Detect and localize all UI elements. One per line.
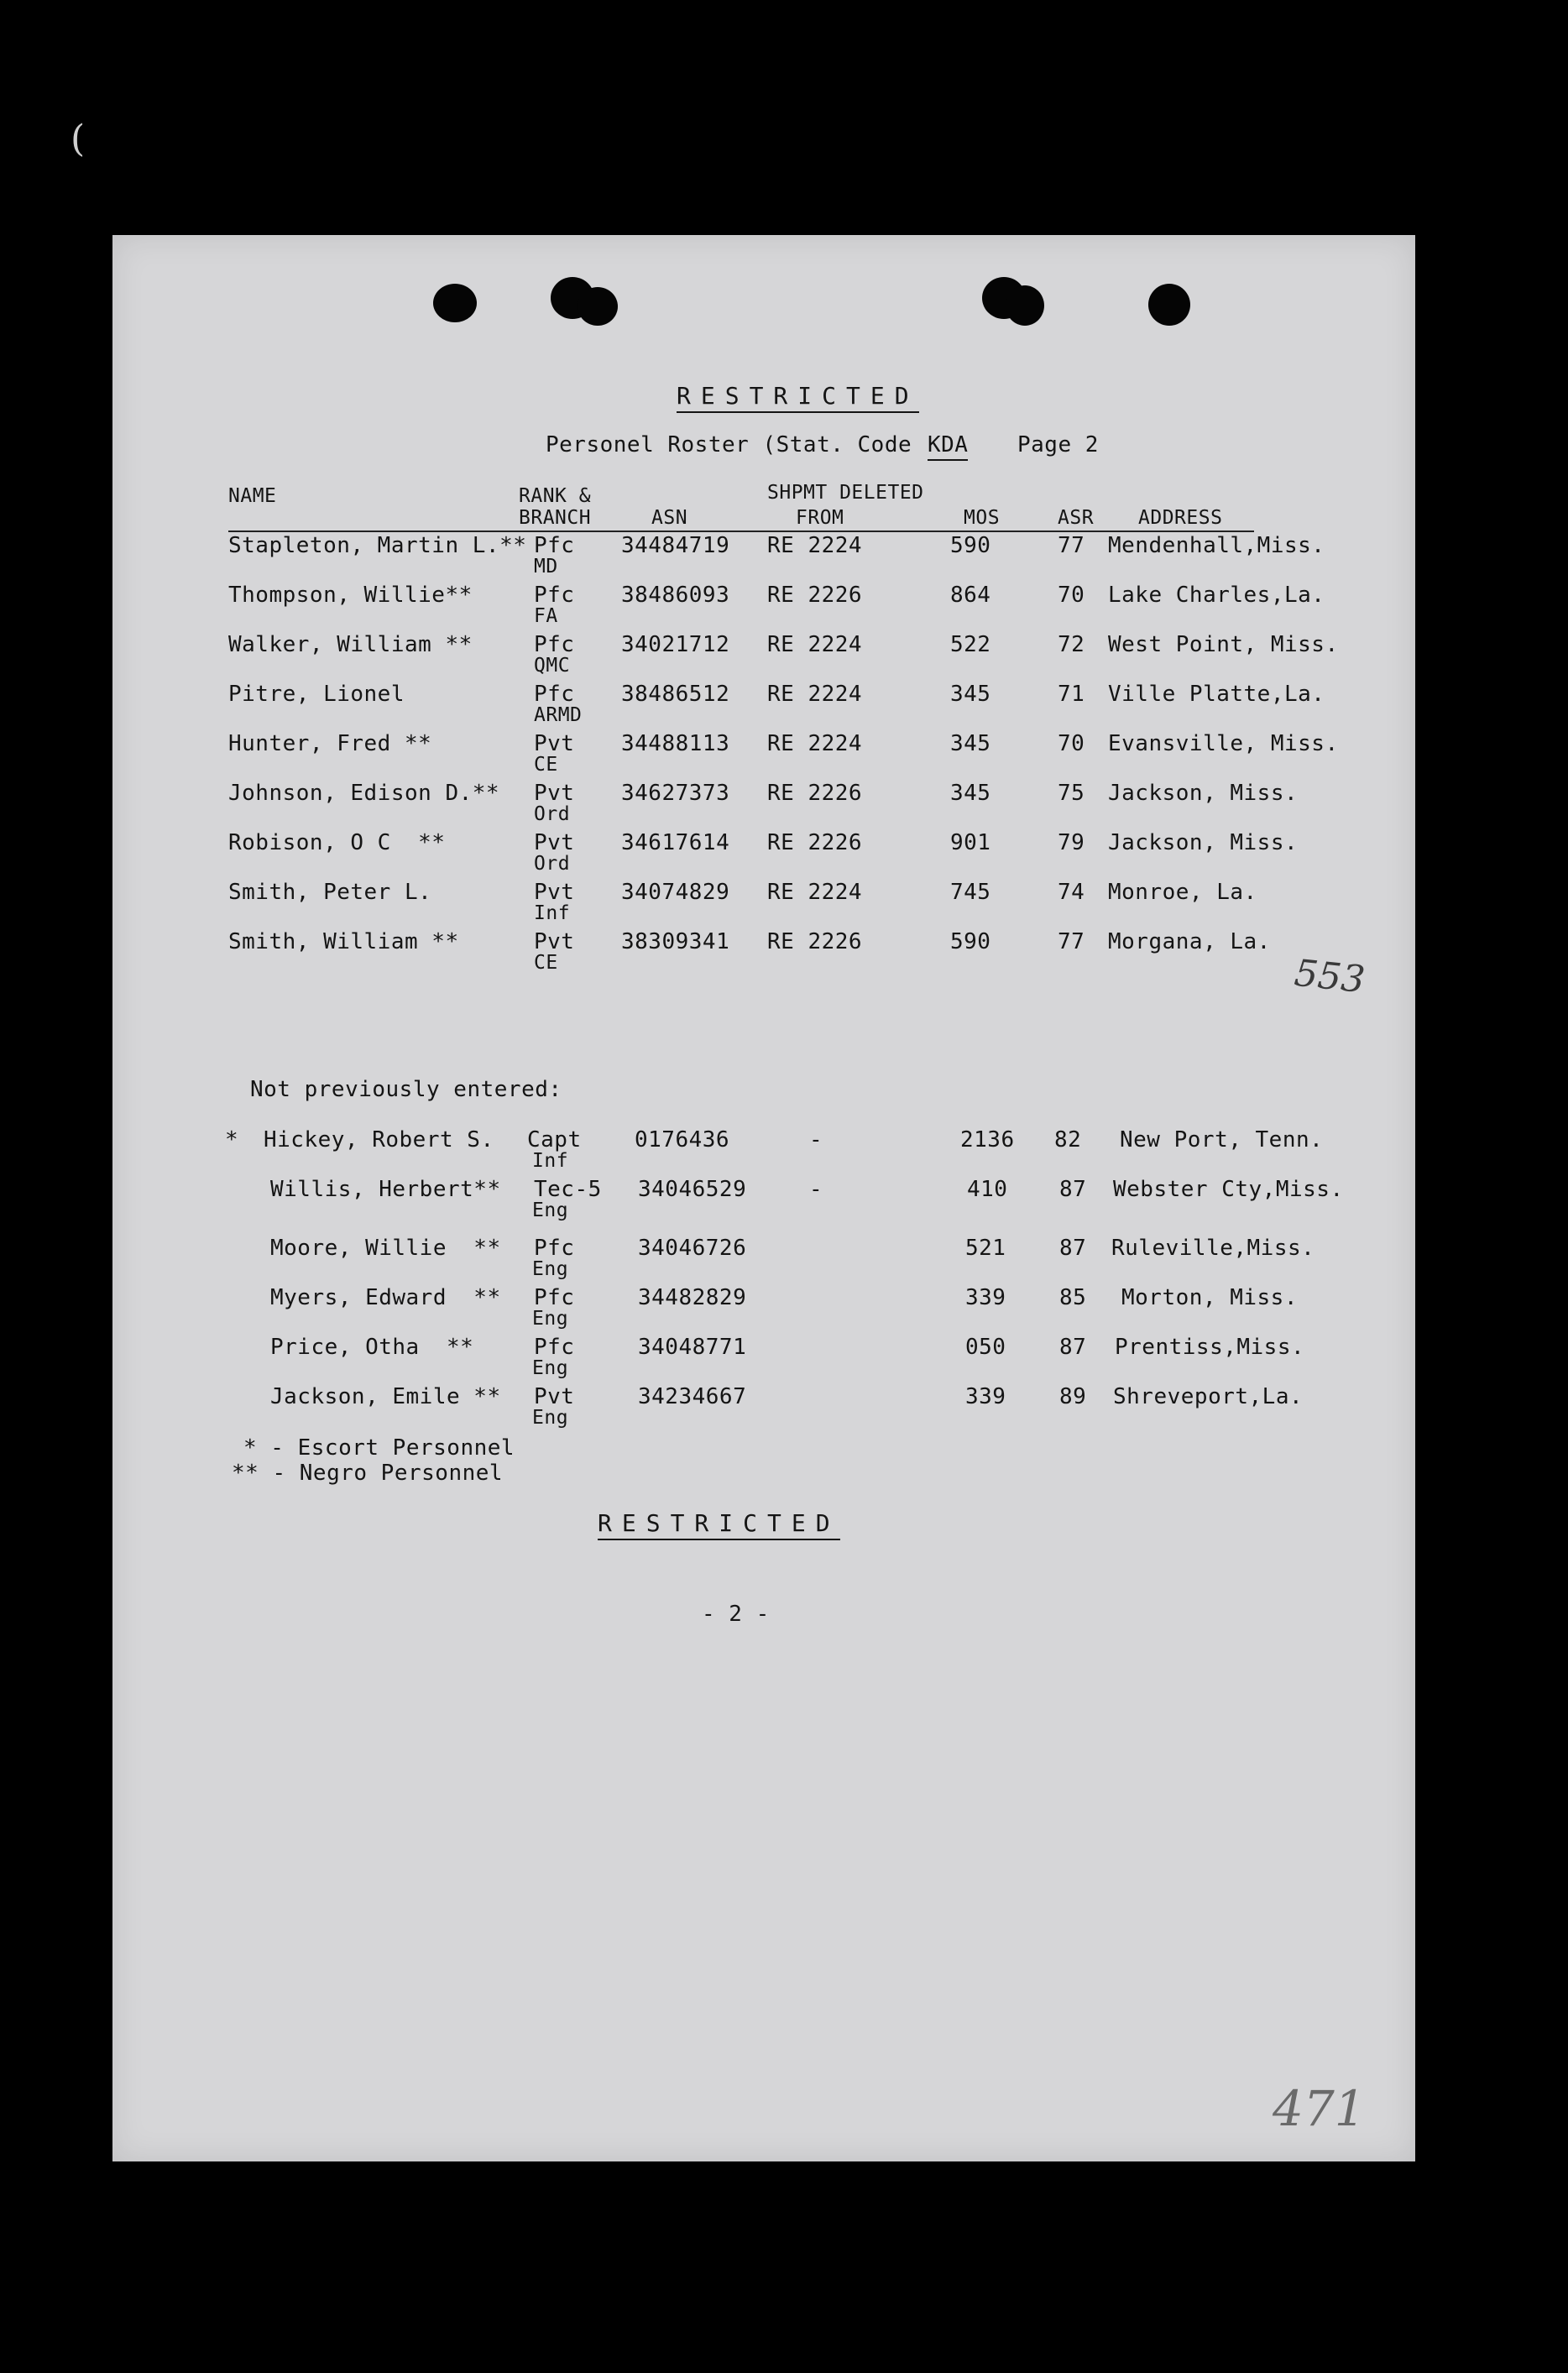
row-from: RE 2226 <box>767 830 863 855</box>
row-name: Willis, Herbert** <box>270 1177 501 1202</box>
row-name: Pitre, Lionel <box>228 682 405 707</box>
row-from: RE 2226 <box>767 781 863 806</box>
row-address: West Point, Miss. <box>1108 632 1339 657</box>
row-asr: 82 <box>1054 1127 1082 1153</box>
row-branch: ARMD <box>534 704 583 726</box>
row-address: Shreveport,La. <box>1113 1384 1304 1409</box>
row-address: Lake Charles,La. <box>1108 583 1325 608</box>
legend-escort: * - Escort Personnel <box>243 1435 515 1461</box>
row-rank: Pvt <box>534 929 575 954</box>
col-shpmt-line2: FROM <box>796 507 844 529</box>
row-branch: Inf <box>534 902 571 924</box>
row-address: Ruleville,Miss. <box>1111 1236 1315 1261</box>
row-branch: Eng <box>532 1200 569 1221</box>
row-rank: Pvt <box>534 1384 575 1409</box>
row-from: RE 2224 <box>767 731 863 756</box>
row-rank: Pfc <box>534 1285 575 1310</box>
row-name: Smith, Peter L. <box>228 880 432 905</box>
col-asr: ASR <box>1058 507 1095 529</box>
row-branch: Eng <box>532 1308 569 1330</box>
punch-hole-3 <box>578 287 618 326</box>
row-mos: 339 <box>965 1384 1006 1409</box>
row-asr: 87 <box>1059 1236 1087 1261</box>
row-asr: 79 <box>1058 830 1085 855</box>
row-asn: 38486093 <box>621 583 730 608</box>
row-asr: 77 <box>1058 929 1085 954</box>
row-from: RE 2226 <box>767 583 863 608</box>
row-from: - <box>809 1177 823 1202</box>
row-mos: 745 <box>950 880 991 905</box>
row-mos: 345 <box>950 781 991 806</box>
row-rank: Pfc <box>534 1335 575 1360</box>
row-address: Monroe, La. <box>1108 880 1257 905</box>
col-rank-line1: RANK & <box>519 485 592 507</box>
row-asr: 77 <box>1058 533 1085 558</box>
row-asn: 38309341 <box>621 929 730 954</box>
row-address: Webster Cty,Miss. <box>1113 1177 1344 1202</box>
row-asn: 34627373 <box>621 781 730 806</box>
row-branch: Eng <box>532 1357 569 1379</box>
row-mos: 522 <box>950 632 991 657</box>
stat-code: KDA <box>928 432 968 461</box>
row-asn: 34488113 <box>621 731 730 756</box>
row-asn: 38486512 <box>621 682 730 707</box>
row-address: Prentiss,Miss. <box>1115 1335 1305 1360</box>
row-asn: 34234667 <box>638 1384 747 1409</box>
row-asr: 87 <box>1059 1177 1087 1202</box>
row-from: RE 2224 <box>767 682 863 707</box>
row-rank: Capt <box>527 1127 582 1153</box>
row-address: Morton, Miss. <box>1121 1285 1298 1310</box>
row-name: Walker, William ** <box>228 632 473 657</box>
row-mos: 2136 <box>960 1127 1015 1153</box>
row-name: Price, Otha ** <box>270 1335 474 1360</box>
row-mos: 864 <box>950 583 991 608</box>
row-asr: 85 <box>1059 1285 1087 1310</box>
row-asr: 71 <box>1058 682 1085 707</box>
row-rank: Pvt <box>534 731 575 756</box>
row-address: Jackson, Miss. <box>1108 781 1299 806</box>
handwritten-number-553: 553 <box>1292 951 1367 1002</box>
row-asr: 70 <box>1058 731 1085 756</box>
page-label: Page 2 <box>1017 432 1099 457</box>
row-asn: 34484719 <box>621 533 730 558</box>
col-asn: ASN <box>651 507 688 529</box>
row-rank: Pfc <box>534 682 575 707</box>
row-branch: Inf <box>532 1150 569 1172</box>
row-mos: 521 <box>965 1236 1006 1261</box>
row-address: Morgana, La. <box>1108 929 1271 954</box>
row-asn: 34046726 <box>638 1236 747 1261</box>
page-number: - 2 - <box>702 1602 770 1627</box>
row-mos: 590 <box>950 929 991 954</box>
row-from: RE 2224 <box>767 533 863 558</box>
row-asr: 70 <box>1058 583 1085 608</box>
row-asr: 72 <box>1058 632 1085 657</box>
row-name: Hunter, Fred ** <box>228 731 432 756</box>
row-from: RE 2224 <box>767 880 863 905</box>
row-mos: 345 <box>950 682 991 707</box>
scan-paren-mark: ( <box>71 118 86 160</box>
legend-negro: ** - Negro Personnel <box>232 1461 504 1486</box>
row-address: Jackson, Miss. <box>1108 830 1299 855</box>
row-from: - <box>809 1127 823 1153</box>
row-asr: 87 <box>1059 1335 1087 1360</box>
row-mos: 345 <box>950 731 991 756</box>
row-rank: Pvt <box>534 880 575 905</box>
col-shpmt-line1: SHPMT DELETED <box>767 482 924 504</box>
row-asn: 0176436 <box>635 1127 730 1153</box>
row-rank: Pfc <box>534 533 575 558</box>
row-name: Johnson, Edison D.** <box>228 781 500 806</box>
row-address: Mendenhall,Miss. <box>1108 533 1325 558</box>
row-address: New Port, Tenn. <box>1120 1127 1324 1153</box>
row-branch: CE <box>534 754 558 776</box>
row-name: Moore, Willie ** <box>270 1236 501 1261</box>
row-rank: Pvt <box>534 830 575 855</box>
row-name: Stapleton, Martin L.** <box>228 533 527 558</box>
row-asr: 75 <box>1058 781 1085 806</box>
row-branch: FA <box>534 605 558 627</box>
punch-hole-1 <box>433 284 477 322</box>
col-rank-line2: BRANCH <box>519 507 592 529</box>
header-rule <box>228 531 1254 532</box>
row-mos: 050 <box>965 1335 1006 1360</box>
handwritten-number-471: 471 <box>1273 2080 1366 2137</box>
row-mos: 901 <box>950 830 991 855</box>
row-branch: Ord <box>534 803 571 825</box>
restricted-header: RESTRICTED <box>677 382 919 413</box>
row-branch: MD <box>534 556 558 578</box>
row-asn: 34021712 <box>621 632 730 657</box>
row-asr: 89 <box>1059 1384 1087 1409</box>
row-name: Smith, William ** <box>228 929 459 954</box>
row-rank: Pvt <box>534 781 575 806</box>
restricted-footer: RESTRICTED <box>598 1509 840 1540</box>
not-entered-label: Not previously entered: <box>250 1077 562 1102</box>
row-asr: 74 <box>1058 880 1085 905</box>
row-name: Myers, Edward ** <box>270 1285 501 1310</box>
row-mos: 339 <box>965 1285 1006 1310</box>
row-branch: Eng <box>532 1258 569 1280</box>
roster-subtitle: Personel Roster (Stat. Code <box>546 432 912 457</box>
row-asn: 34046529 <box>638 1177 747 1202</box>
punch-hole-5 <box>1006 285 1044 326</box>
row-name: Robison, O C ** <box>228 830 446 855</box>
row-mos: 410 <box>967 1177 1008 1202</box>
row-asn: 34482829 <box>638 1285 747 1310</box>
row-from: RE 2226 <box>767 929 863 954</box>
col-name: NAME <box>228 485 277 507</box>
row-name: Jackson, Emile ** <box>270 1384 501 1409</box>
row-branch: CE <box>534 952 558 974</box>
row-asn: 34048771 <box>638 1335 747 1360</box>
row-asn: 34617614 <box>621 830 730 855</box>
row-address: Ville Platte,La. <box>1108 682 1325 707</box>
row-mos: 590 <box>950 533 991 558</box>
punch-hole-6 <box>1148 284 1190 326</box>
row-asn: 34074829 <box>621 880 730 905</box>
row-rank: Pfc <box>534 1236 575 1261</box>
row-branch: Eng <box>532 1407 569 1429</box>
row-from: RE 2224 <box>767 632 863 657</box>
row-mark: * <box>225 1127 239 1153</box>
col-address: ADDRESS <box>1138 507 1223 529</box>
row-name: Thompson, Willie** <box>228 583 473 608</box>
col-mos: MOS <box>964 507 1001 529</box>
row-address: Evansville, Miss. <box>1108 731 1339 756</box>
row-rank: Pfc <box>534 583 575 608</box>
row-branch: QMC <box>534 655 571 677</box>
row-name: Hickey, Robert S. <box>264 1127 494 1153</box>
row-rank: Pfc <box>534 632 575 657</box>
row-rank: Tec-5 <box>534 1177 602 1202</box>
row-branch: Ord <box>534 853 571 875</box>
